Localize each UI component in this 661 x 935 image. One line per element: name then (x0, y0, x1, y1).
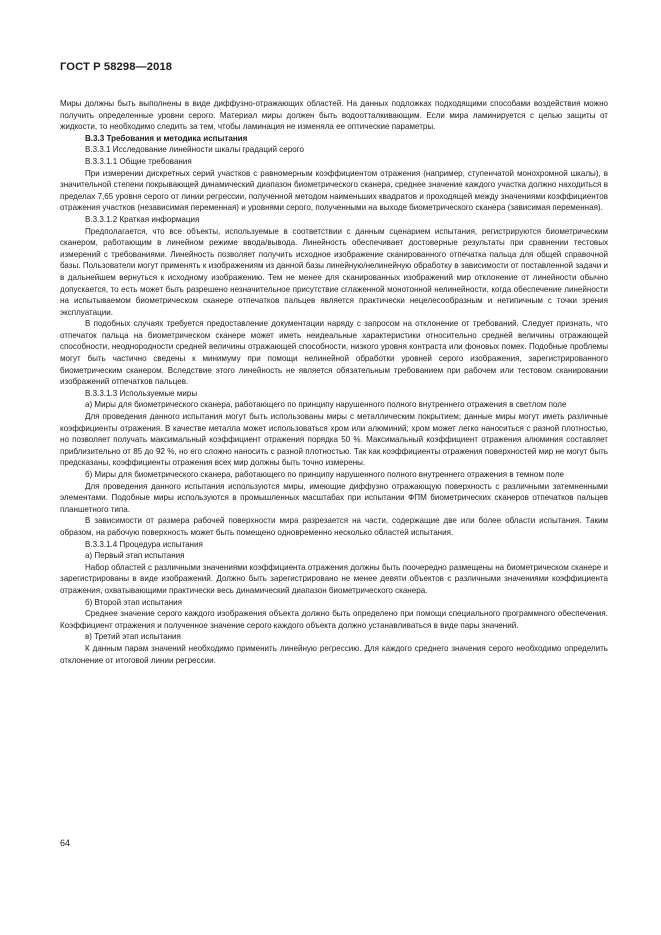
paragraph: В подобных случаях требуется предоставление документации наряду с запросом на отклонение от требований. Следует признать, что отпечаток пальца на биометрическом сканере может иметь неидеальные характеристики относительно средней величины отражающей способности, неоднородности средней величины отражающей способности, низкого уровня контраста или фоновых помех. Подобные проблемы могут быть частично сведены к минимуму при помощи нелинейной обработки уровней серого изображения, зарегистрированного биометрическим сканером. Вследствие этого линейность не является обязательным требованием при рабочем или тестовом сканировании изображений отпечатков пальцев. (60, 319, 608, 387)
page-number: 64 (60, 838, 71, 848)
list-item: б) Второй этап испытания (85, 597, 182, 607)
paragraph: В зависимости от размера рабочей поверхности мира разрезается на части, содержащие две или более области испытания. Таким образом, на рабочую поверхность может быть помещено одновременно несколько областей испытания. (60, 516, 608, 537)
paragraph: К данным парам значений необходимо применить линейную регрессию. Для каждого среднего значения серого необходимо определить отклонение от итоговой линии регрессии. (60, 643, 608, 665)
subsection-heading: В.3.3.1.4 Процедура испытания (85, 539, 203, 549)
subsection-heading: В.3.3.1 Исследование линейности шкалы градаций серого (85, 145, 304, 155)
subsection-heading: В.3.3.1.2 Краткая информация (85, 214, 200, 224)
paragraph: Набор областей с различными значениями коэффициента отражения должны быть поочередно размещены на биометрическом сканере и зарегистрированы в виде изображений. Должно быть зарегистрировано не менее девяти объектов с различными значениями коэффициента отражения, охватывающими практически весь динамический диапазон биометрического сканера. (60, 562, 608, 595)
paragraph: Для проведения данного испытания используются миры, имеющие диффузно отражающую поверхность с различными затемненными элементами. Подобные миры используются в промышленных масштабах при испытании ФПМ биометрических сканеров отпечатков пальцев планшетного типа. (60, 481, 608, 514)
list-item: а) Первый этап испытания (85, 551, 185, 561)
list-item: б) Миры для биометрического сканера, работающего по принципу нарушенного полного внутреннего отражения в темном поле (85, 470, 564, 479)
subsection-heading: В.3.3.1.3 Используемые миры (85, 388, 198, 398)
list-item: в) Третий этап испытания (85, 632, 181, 642)
paragraph: Предполагается, что все объекты, используемые в соответствии с данным сценарием испытания, регистрируются биометрическим сканером, работающим в линейном режиме ввода/вывода. Линейность обеспечивает достоверные результаты при сравнении тестовых измерений с требованиями. Линейность позволяет получить исходное изображение сканированного отпечатка пальца для общей справочной базы. Пользователи могут применять к изображениям из данной базы линейную/нелинейную обработку в зависимости от поставленной задачи и в дальнейшем вернуться к исходному изображению. Тем не менее для сканированных изображений мир отклонение от линейности обычно допускается, то есть может быть разрешено незначительное присутствие сглаженной монотонной нелинейности, когда обеспечение линейности на испытываемом биометрическом сканере отпечатков пальцев является практически нецелесообразным и нетипичным с точки зрения эксплуатации. (60, 226, 608, 317)
paragraph: Среднее значение серого каждого изображения объекта должно быть определено при помощи специального программного обеспечения. Коэффициент отражения и полученное значение серого каждого объекта должно устанавливаться в виде пары значений. (60, 609, 608, 630)
document-header: ГОСТ Р 58298—2018 (60, 61, 173, 73)
document-body (60, 98, 608, 666)
list-item: а) Миры для биометрического сканера, работающего по принципу нарушенного полного внутреннего отражения в светлом поле (85, 400, 567, 410)
paragraph: Миры должны быть выполнены в виде диффузно-отражающих областей. На данных подложках подходящими способами воздействия можно получить определенные уровни серого. Материал миры должен быть водоотталкивающим. Если мира ламинируется с целью защиты от жидкости, то необходимо следить за тем, чтобы ламинация не изменяла ее оптические параметры. (60, 99, 608, 132)
paragraph: При измерении дискретных серий участков с равномерным коэффициентом отражения (например, ступенчатой монохромной шкалы), в значительной степени покрывающей динамический диапазон биометрического сканера, среднее значение каждого участка должно находиться в пределах 7,65 уровня серого от линии регрессии, полученной методом наименьших квадратов и проходящей между значениями коэффициентов отражения участков (независимая переменная) и уровнями серого, полученными на выходе биометрического сканера (зависимая переменная). (60, 168, 608, 213)
paragraph: Для проведения данного испытания могут быть использованы миры с металлическим покрытием; данные миры могут иметь различные коэффициенты отражения. В качестве металла может использоваться хром или алюминий; хром может легко наноситься с разной плотностью, но позволяет получать максимальный коэффициент отражения порядка 50 %. Максимальный коэффициент отражения алюминия составляет приблизительно от 85 до 92 %, но его сложно наносить с разной плотностью. Так как коэффициенты отражения поверхностей мир не могут быть предсказаны, коэффициенты отражения всех мир должны быть точно измерены. (60, 412, 608, 468)
section-heading: В.3.3 Требования и методика испытания (85, 133, 248, 143)
subsection-heading: В.3.3.1.1 Общие требования (85, 156, 192, 166)
